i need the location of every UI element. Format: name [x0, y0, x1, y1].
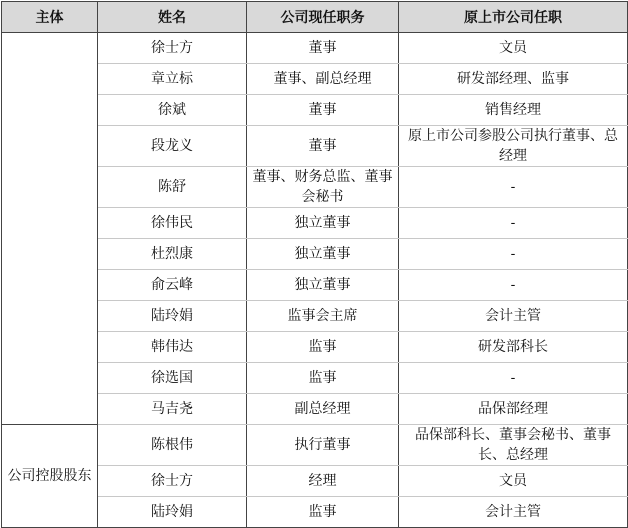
current-position-cell: 董事、财务总监、董事会秘书 — [247, 167, 399, 208]
name-cell: 段龙义 — [98, 126, 247, 167]
current-position-cell: 董事、副总经理 — [247, 64, 399, 95]
former-position-cell: 研发部科长 — [399, 332, 628, 363]
former-position-cell: 文员 — [399, 466, 628, 497]
name-cell: 徐斌 — [98, 95, 247, 126]
name-cell: 陆玲娟 — [98, 497, 247, 528]
former-position-cell: 品保部经理 — [399, 394, 628, 425]
name-cell: 陈根伟 — [98, 425, 247, 466]
personnel-table — [1, 1, 628, 528]
header-subject: 主体 — [2, 2, 98, 33]
former-position-cell: 文员 — [399, 33, 628, 64]
former-position-cell: 会计主管 — [399, 497, 628, 528]
current-position-cell: 独立董事 — [247, 270, 399, 301]
current-position-cell: 监事 — [247, 363, 399, 394]
current-position-cell: 经理 — [247, 466, 399, 497]
former-position-cell: 原上市公司参股公司执行董事、总经理 — [399, 126, 628, 167]
header-current-position: 公司现任职务 — [247, 2, 399, 33]
former-position-cell: - — [399, 208, 628, 239]
current-position-cell: 独立董事 — [247, 208, 399, 239]
current-position-cell: 监事会主席 — [247, 301, 399, 332]
subject-cell — [2, 33, 98, 425]
former-position-cell: 研发部经理、监事 — [399, 64, 628, 95]
former-position-cell: - — [399, 270, 628, 301]
former-position-cell: - — [399, 239, 628, 270]
current-position-cell: 监事 — [247, 497, 399, 528]
name-cell: 马吉尧 — [98, 394, 247, 425]
current-position-cell: 副总经理 — [247, 394, 399, 425]
header-row — [2, 2, 628, 33]
name-cell: 陆玲娟 — [98, 301, 247, 332]
current-position-cell: 董事 — [247, 126, 399, 167]
former-position-cell: 品保部科长、董事会秘书、董事长、总经理 — [399, 425, 628, 466]
name-cell: 徐士方 — [98, 466, 247, 497]
current-position-cell: 董事 — [247, 95, 399, 126]
former-position-cell: - — [399, 363, 628, 394]
table-row — [2, 425, 628, 466]
name-cell: 韩伟达 — [98, 332, 247, 363]
name-cell: 徐伟民 — [98, 208, 247, 239]
name-cell: 陈舒 — [98, 167, 247, 208]
former-position-cell: - — [399, 167, 628, 208]
former-position-cell: 会计主管 — [399, 301, 628, 332]
name-cell: 俞云峰 — [98, 270, 247, 301]
name-cell: 章立标 — [98, 64, 247, 95]
table-row — [2, 33, 628, 64]
header-former-position: 原上市公司任职 — [399, 2, 628, 33]
header-name: 姓名 — [98, 2, 247, 33]
current-position-cell: 独立董事 — [247, 239, 399, 270]
name-cell: 徐选国 — [98, 363, 247, 394]
former-position-cell: 销售经理 — [399, 95, 628, 126]
name-cell: 徐士方 — [98, 33, 247, 64]
current-position-cell: 监事 — [247, 332, 399, 363]
name-cell: 杜烈康 — [98, 239, 247, 270]
subject-cell: 公司控股股东 — [2, 425, 98, 528]
current-position-cell: 董事 — [247, 33, 399, 64]
current-position-cell: 执行董事 — [247, 425, 399, 466]
